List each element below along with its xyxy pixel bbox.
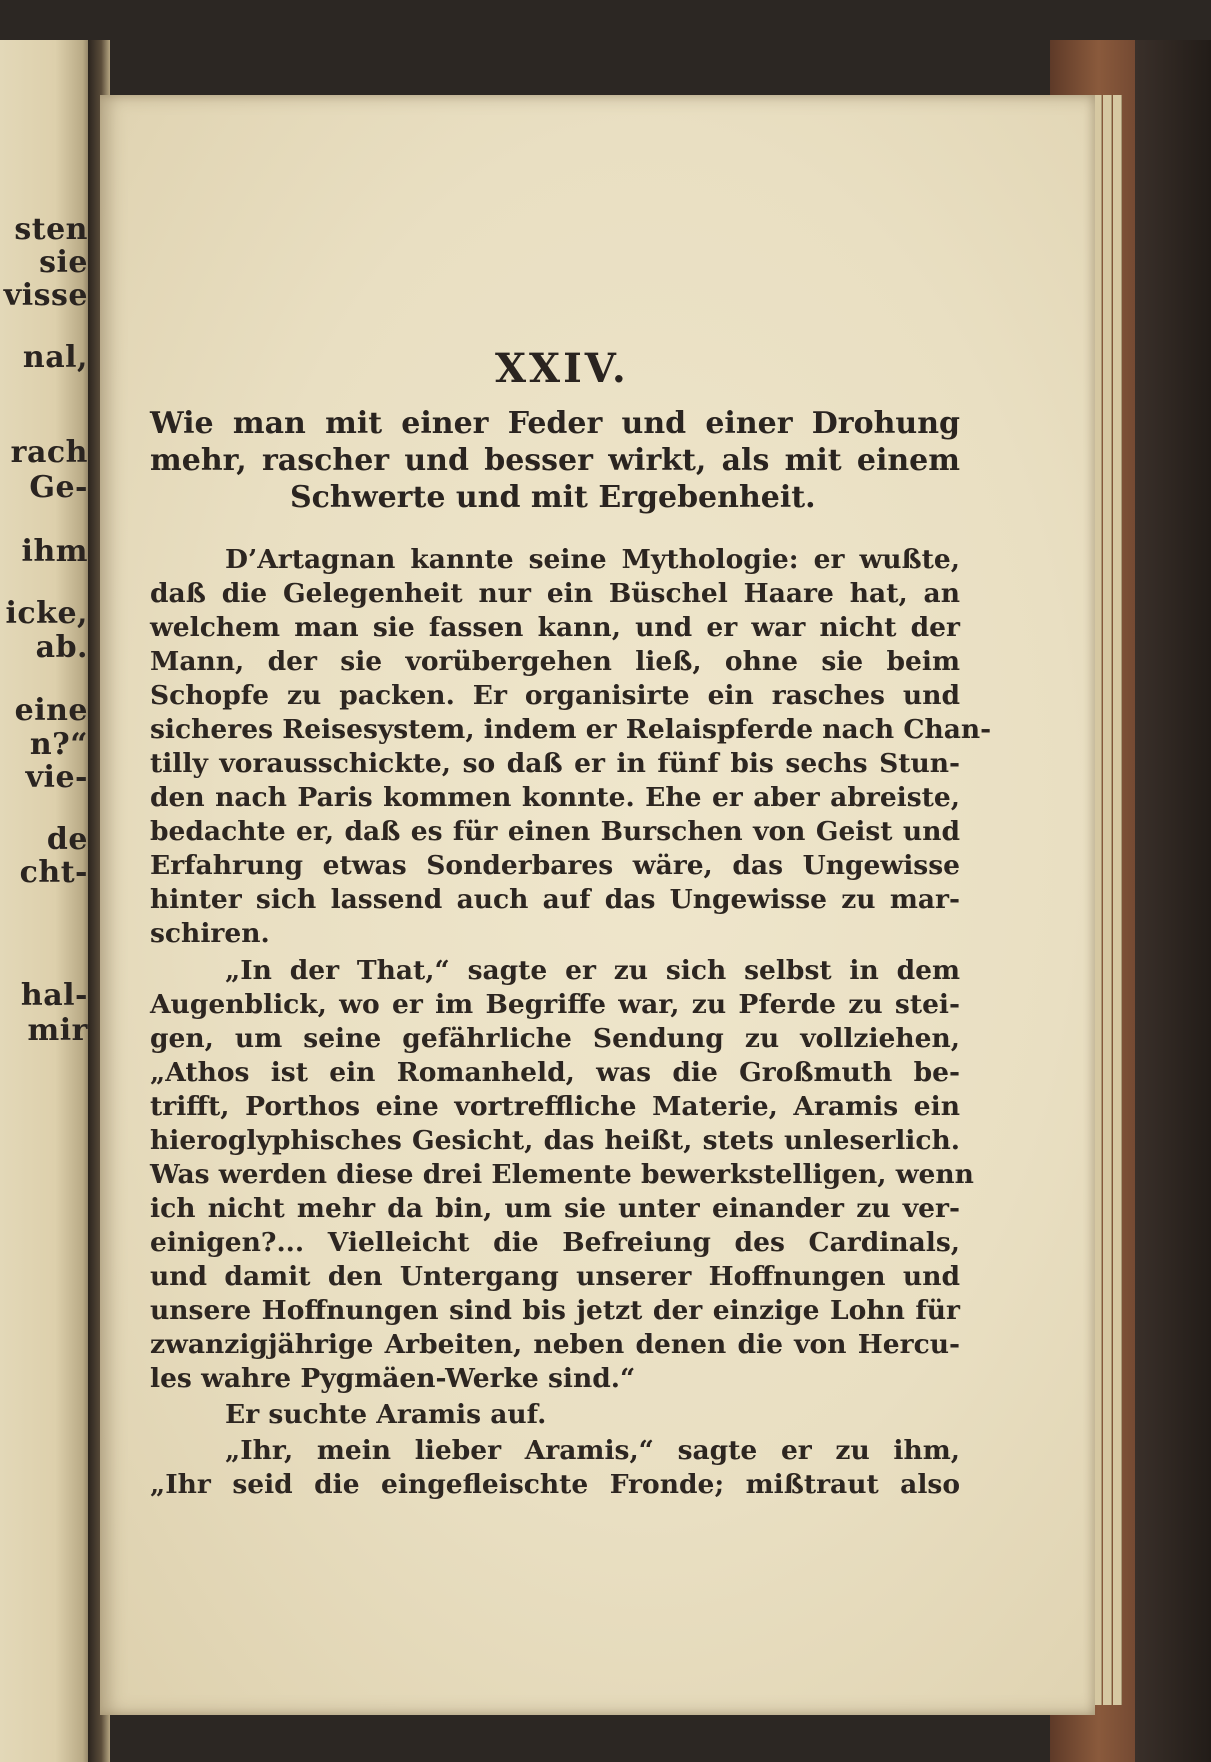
- body-line: Was werden diese drei Elemente bewerkstelligen, wenn: [150, 1159, 974, 1190]
- body-line: Schopfe zu packen. Er organisirte ein rasches und: [150, 680, 960, 711]
- book-cover-shadow: [1135, 40, 1211, 1762]
- left-fragment: sten: [14, 212, 88, 247]
- body-line: ich nicht mehr da bin, um sie unter einander zu ver-: [150, 1193, 960, 1224]
- left-fragment: visse: [3, 278, 88, 313]
- body-line: „Athos ist ein Romanheld, was die Großmuth be-: [150, 1057, 960, 1088]
- left-facing-page: [0, 40, 92, 1762]
- body-line: sicheres Reisesystem, indem er Relaispferde nach Chan-: [150, 714, 992, 745]
- left-fragment: cht-: [19, 855, 88, 890]
- body-line: welchem man sie fassen kann, und er war nicht der: [150, 612, 960, 643]
- body-line: unsere Hoffnungen sind bis jetzt der einzige Lohn für: [150, 1295, 960, 1326]
- body-line: „In der That,“ sagte er zu sich selbst in dem: [225, 955, 960, 986]
- body-line: les wahre Pygmäen-Werke sind.“: [150, 1363, 636, 1394]
- left-fragment: icke,: [5, 596, 88, 631]
- left-fragment: n?“: [29, 727, 88, 762]
- body-line: schiren.: [150, 918, 270, 949]
- chapter-title-line: mehr, rascher und besser wirkt, als mit einem: [150, 443, 960, 478]
- body-line: Erfahrung etwas Sonderbares wäre, das Ungewisse: [150, 850, 960, 881]
- body-line: daß die Gelegenheit nur ein Büschel Haare hat, an: [150, 578, 960, 609]
- body-line: gen, um seine gefährliche Sendung zu vollziehen,: [150, 1023, 960, 1054]
- body-line: trifft, Porthos eine vortreffliche Materie, Aramis ein: [150, 1091, 960, 1122]
- body-line: zwanzigjährige Arbeiten, neben denen die von Hercu-: [150, 1329, 960, 1360]
- left-fragment: nal,: [22, 340, 88, 375]
- body-line: Er suchte Aramis auf.: [225, 1399, 547, 1430]
- left-fragment: ab.: [35, 630, 88, 665]
- body-line: „Ihr, mein lieber Aramis,“ sagte er zu ihm,: [225, 1435, 960, 1466]
- body-line: den nach Paris kommen konnte. Ehe er aber abreiste,: [150, 782, 960, 813]
- body-line: „Ihr seid die eingefleischte Fronde; mißtraut also: [150, 1469, 960, 1500]
- chapter-number: XXIV.: [495, 345, 629, 392]
- body-line: hieroglyphisches Gesicht, das heißt, stets unleserlich.: [150, 1125, 960, 1156]
- left-fragment: hal-: [20, 978, 88, 1013]
- body-line: und damit den Untergang unserer Hoffnungen und: [150, 1261, 960, 1292]
- left-fragment: rach: [10, 435, 88, 470]
- page-edge: [1103, 95, 1112, 1705]
- body-line: bedachte er, daß es für einen Burschen von Geist und: [150, 816, 960, 847]
- left-fragment: vie-: [25, 760, 88, 795]
- page-edge: [1113, 95, 1122, 1705]
- body-line: hinter sich lassend auch auf das Ungewisse zu mar-: [150, 884, 960, 915]
- body-line: D’Artagnan kannte seine Mythologie: er wußte,: [225, 544, 960, 575]
- body-line: tilly vorausschickte, so daß er in fünf bis sechs Stun-: [150, 748, 960, 779]
- body-line: Augenblick, wo er im Begriffe war, zu Pferde zu stei-: [150, 989, 960, 1020]
- chapter-title-line: Schwerte und mit Ergebenheit.: [290, 480, 816, 515]
- chapter-title-line: Wie man mit einer Feder und einer Drohung: [150, 406, 960, 441]
- body-line: einigen?... Vielleicht die Befreiung des Cardinals,: [150, 1227, 960, 1258]
- left-fragment: sie: [39, 245, 88, 280]
- left-fragment: eine: [14, 693, 88, 728]
- left-fragment: Ge-: [29, 470, 88, 505]
- body-line: Mann, der sie vorübergehen ließ, ohne sie beim: [150, 646, 960, 677]
- left-fragment: ihm: [21, 534, 88, 569]
- left-fragment: mir: [27, 1013, 88, 1048]
- left-fragment: de: [46, 822, 88, 857]
